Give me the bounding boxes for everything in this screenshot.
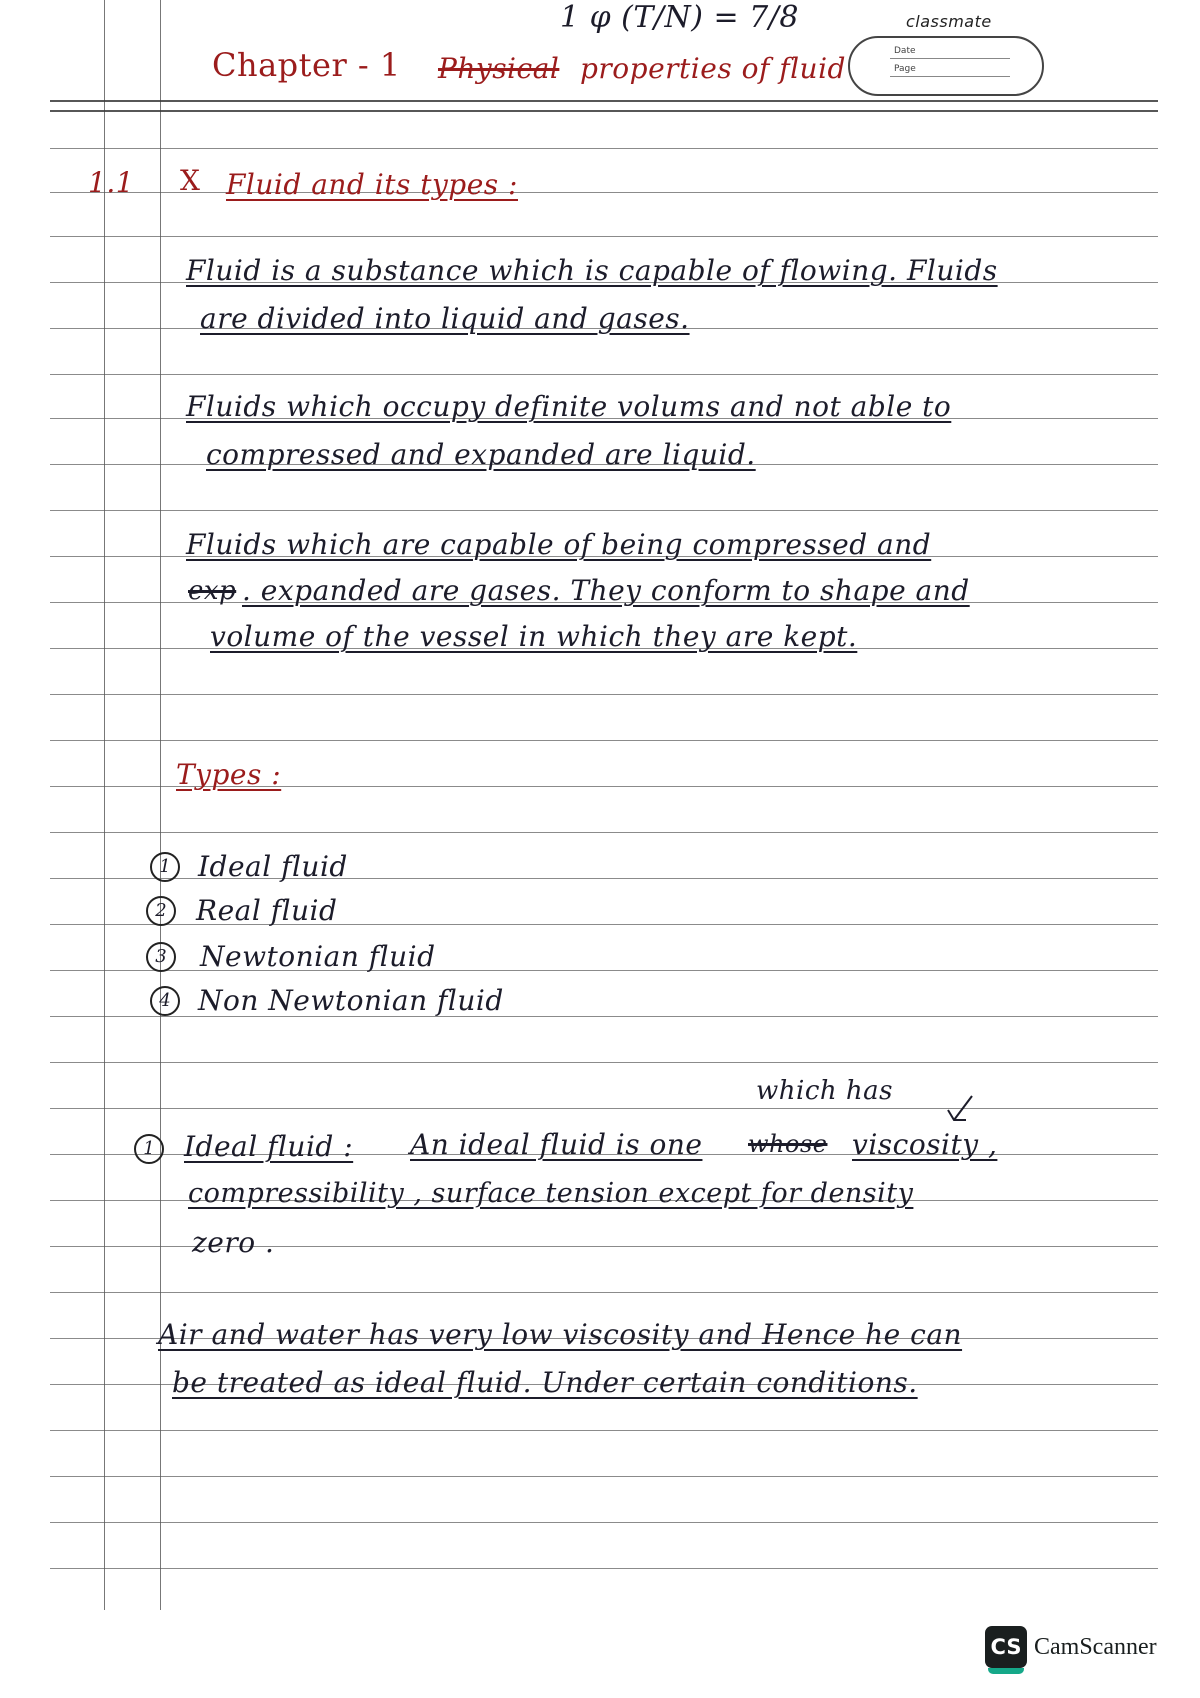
list-number: 4 [150,986,180,1016]
rule-line [50,1062,1158,1063]
rule-line [50,832,1158,833]
list-number: 1 [150,852,180,882]
rule-line [50,510,1158,511]
heading-mark: X [180,164,201,197]
brand-logo: classmate [906,12,992,31]
rule-line [50,236,1158,237]
definition-label: Ideal fluid : [184,1130,354,1163]
para3-line3: volume of the vessel in which they are kept. [210,620,858,653]
rule-line [50,1476,1158,1477]
definition-line1-a: An ideal fluid is one [410,1128,703,1161]
rule-line [50,110,1158,112]
section-number: 1.1 [88,166,135,199]
top-note: 1 φ (T/N) = 7/8 [560,0,799,35]
definition-line1-b: viscosity , [852,1128,998,1161]
para3-struck-fragment: exp [188,576,237,606]
definition-line2: compressibility , surface tension except for density [188,1178,914,1209]
insert-arrow-icon [944,1094,978,1126]
rule-line [50,1108,1158,1109]
rule-line [50,1292,1158,1293]
rule-line [50,694,1158,695]
date-underline [890,58,1010,59]
page-label: Page [894,64,916,74]
definition-line3: zero . [192,1226,275,1259]
rule-line [50,374,1158,375]
insert-note: which has [756,1076,893,1106]
struck-word: Physical [438,52,560,85]
page-underline [890,76,1010,77]
section-heading: Fluid and its types : [226,168,518,201]
date-page-box [848,36,1044,96]
para2-line2: compressed and expanded are liquid. [206,438,756,471]
types-heading: Types : [176,758,282,791]
rule-line [50,1568,1158,1569]
para1-line1: Fluid is a substance which is capable of flowing. Fluids [186,254,998,287]
list-item: Non Newtonian fluid [198,984,504,1017]
list-item: Ideal fluid [198,850,348,883]
chapter-title: properties of fluid [580,52,846,85]
closing-line1: Air and water has very low viscosity and Hence he can [158,1318,963,1351]
para3-line2: . expanded are gases. They conform to shape and [242,574,970,607]
list-item: Real fluid [196,894,338,927]
margin-line-outer [104,0,105,1610]
list-number: 2 [146,896,176,926]
list-number: 3 [146,942,176,972]
para3-line1: Fluids which are capable of being compressed and [186,528,932,561]
definition-number: 1 [134,1134,164,1164]
rule-line [50,100,1158,102]
rule-line [50,1522,1158,1523]
para2-line1: Fluids which occupy definite volums and not able to [186,390,952,423]
list-item: Newtonian fluid [200,940,436,973]
camscanner-logo-icon: CS [985,1626,1027,1668]
rule-line [50,192,1158,193]
rule-line [50,148,1158,149]
closing-line2: be treated as ideal fluid. Under certain conditions. [172,1366,918,1399]
camscanner-watermark: CamScanner [1034,1634,1157,1660]
date-label: Date [894,46,916,56]
rule-line [50,740,1158,741]
para1-line2: are divided into liquid and gases. [200,302,690,335]
definition-struck-word: whose [748,1130,828,1158]
margin-line-inner [160,0,161,1610]
rule-line [50,1430,1158,1431]
chapter-label: Chapter - 1 [212,46,401,84]
